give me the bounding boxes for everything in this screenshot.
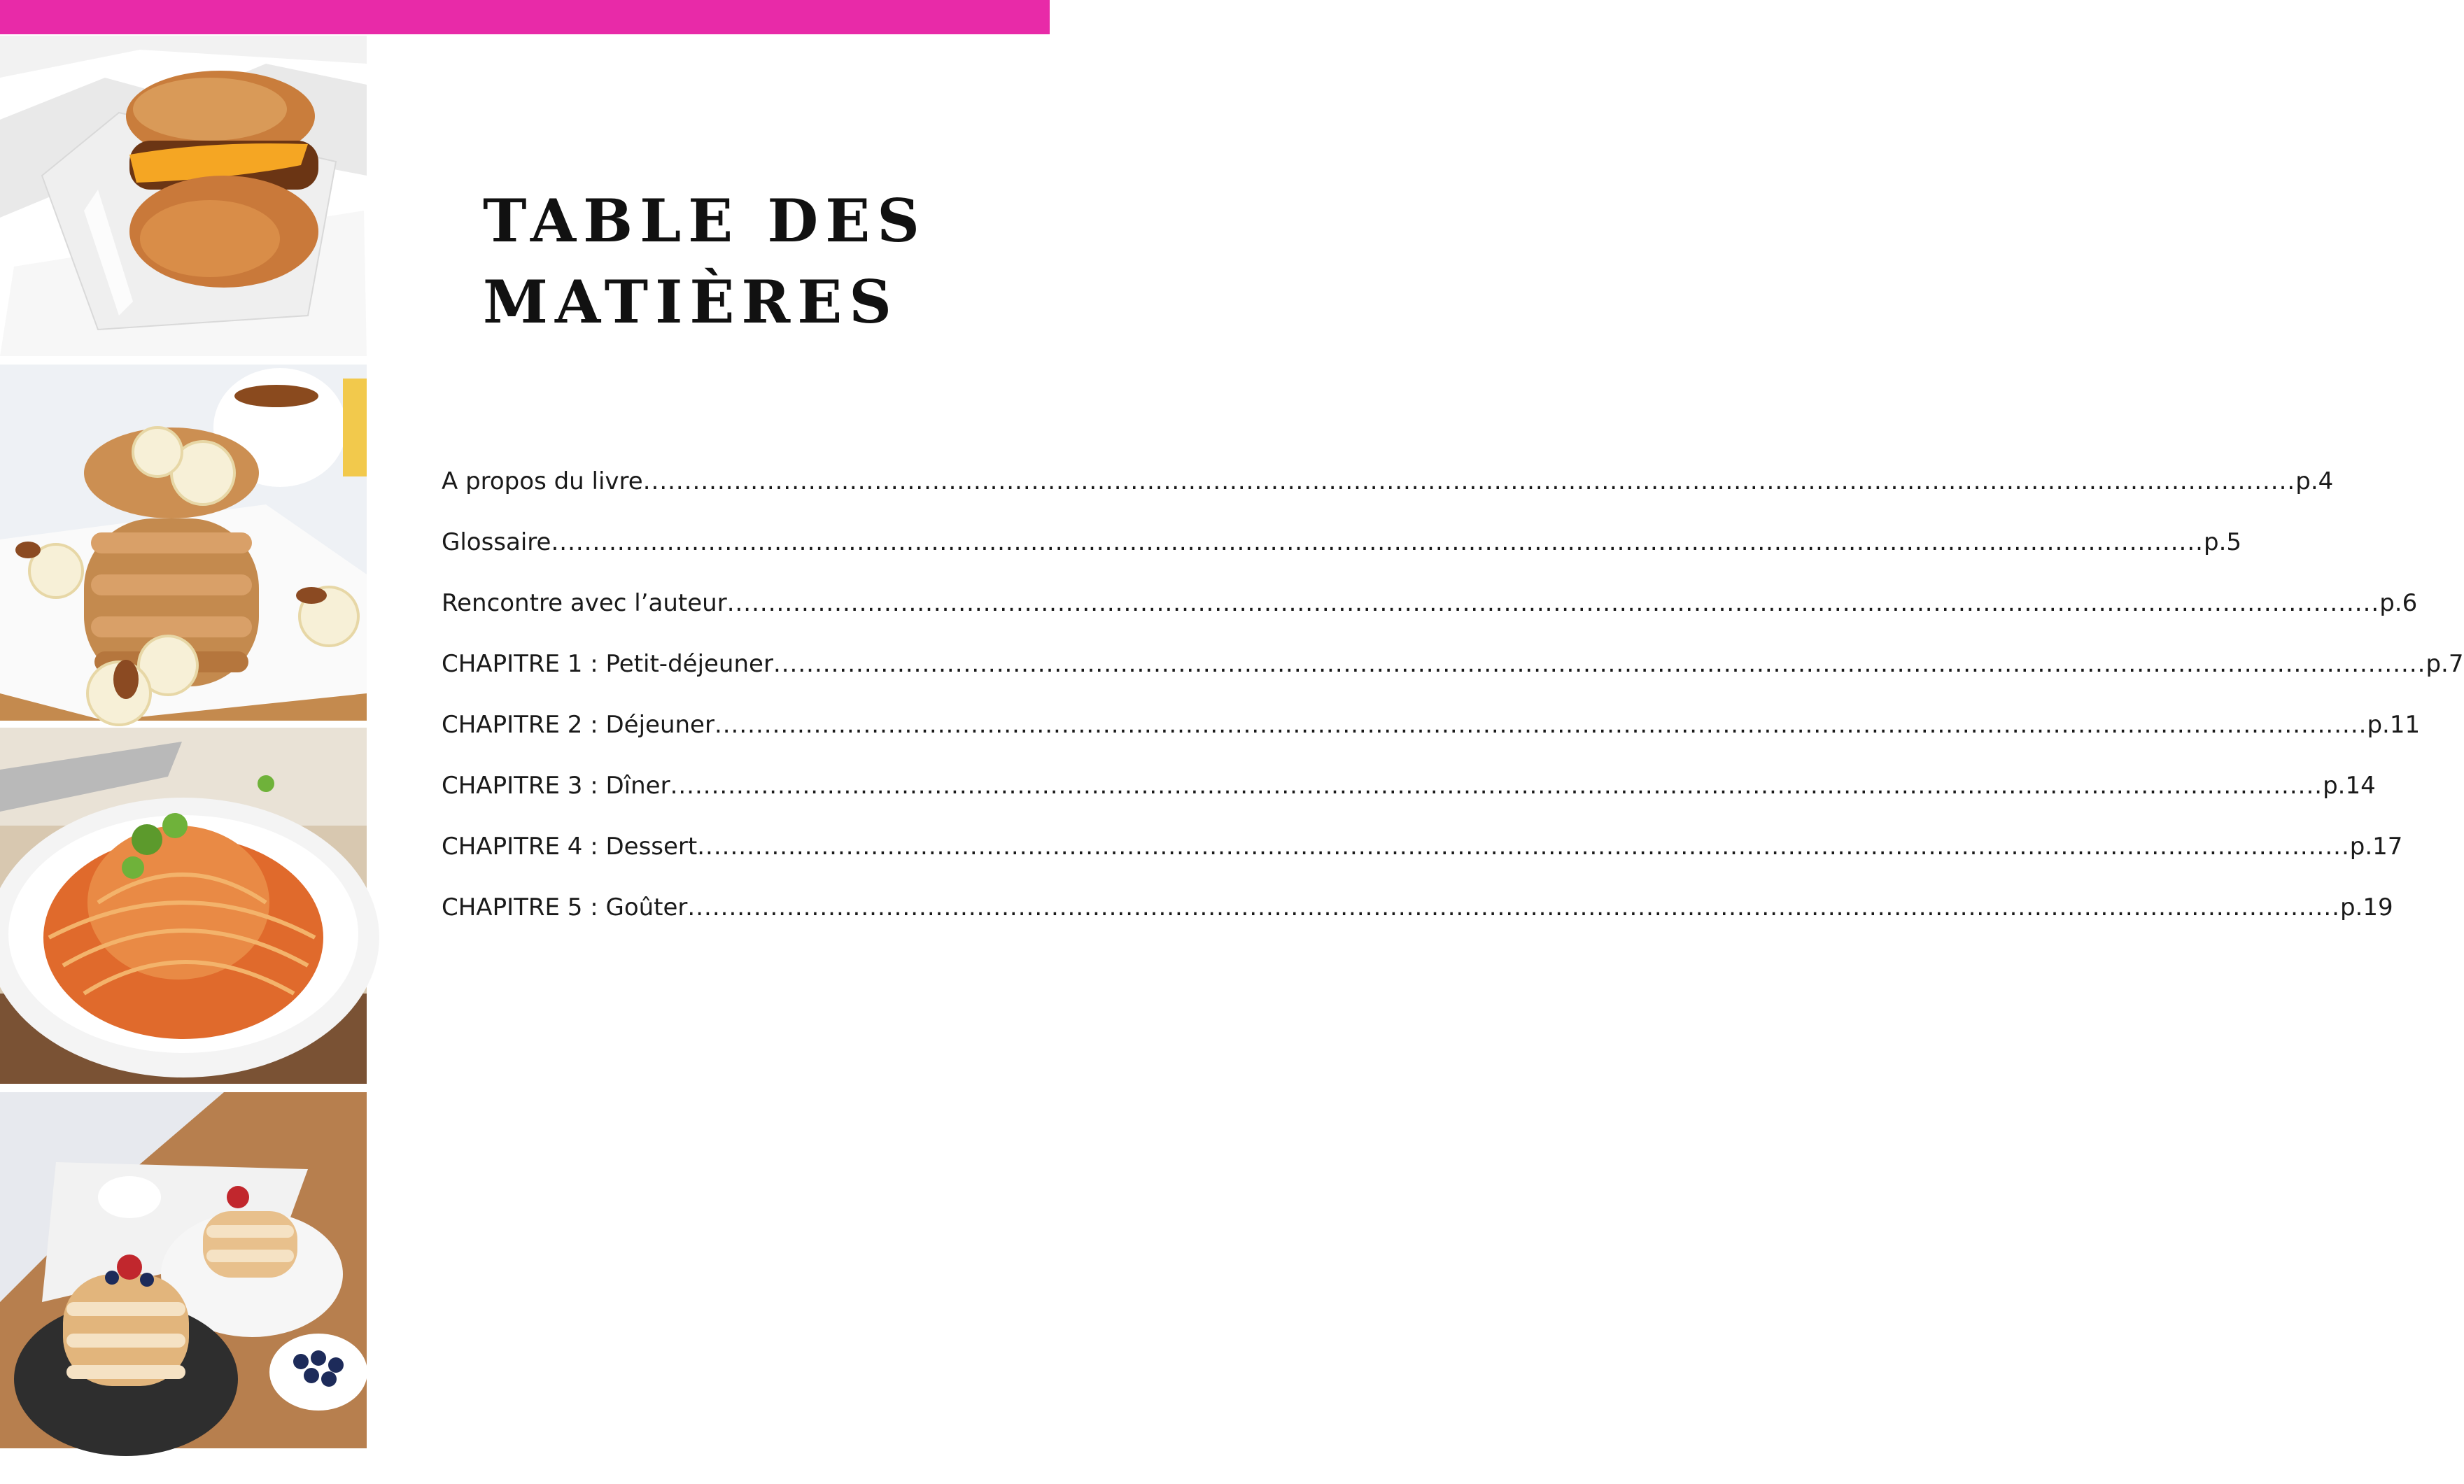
- toc-dot-leader: ........................................................................................................................................................................................................: [551, 528, 2204, 556]
- title-line-1: TABLE DES: [483, 186, 927, 255]
- toc-dot-leader: ........................................................................................................................................................................................................: [642, 467, 2296, 495]
- toc-item-chapter-3[interactable]: [442, 772, 2376, 833]
- toc-page-number: p.11: [2367, 711, 2421, 739]
- toc-label: CHAPITRE 5 : Goûter: [442, 893, 688, 921]
- toc-item-chapter-5[interactable]: [442, 893, 2393, 954]
- toc-label: CHAPITRE 1 : Petit-déjeuner: [442, 650, 773, 678]
- berry-pancakes-photo: [0, 1092, 367, 1448]
- spaghetti-photo: [0, 728, 367, 1084]
- toc-page-number: p.4: [2295, 467, 2334, 495]
- page-title: [483, 181, 973, 343]
- toc-page-number: p.6: [2379, 589, 2418, 617]
- toc-dot-leader: ........................................................................................................................................................................................................: [687, 893, 2340, 921]
- table-of-contents: [442, 467, 2464, 954]
- toc-dot-leader: ........................................................................................................................................................................................................: [697, 833, 2350, 861]
- toc-label: A propos du livre: [442, 467, 643, 495]
- toc-label: CHAPITRE 3 : Dîner: [442, 772, 670, 800]
- toc-dot-leader: ........................................................................................................................................................................................................: [714, 711, 2367, 739]
- toc-label: CHAPITRE 2 : Déjeuner: [442, 711, 714, 739]
- top-accent-bar: [0, 0, 1050, 34]
- toc-item-chapter-4[interactable]: [442, 833, 2403, 893]
- toc-page-number: p.19: [2339, 893, 2393, 921]
- toc-page-number: p.5: [2203, 528, 2242, 556]
- banana-pancakes-photo: [0, 365, 367, 721]
- burger-photo: [0, 36, 367, 356]
- toc-page-number: p.7: [2426, 650, 2464, 678]
- toc-item-author[interactable]: [442, 589, 2418, 650]
- toc-item-chapter-1[interactable]: [442, 650, 2464, 711]
- toc-item-about[interactable]: [442, 467, 2334, 528]
- toc-item-glossary[interactable]: [442, 528, 2242, 589]
- title-line-2: MATIÈRES: [483, 267, 899, 337]
- toc-dot-leader: ........................................................................................................................................................................................................: [773, 650, 2426, 678]
- toc-dot-leader: ........................................................................................................................................................................................................: [726, 589, 2380, 617]
- toc-label: CHAPITRE 4 : Dessert: [442, 833, 698, 861]
- toc-dot-leader: ........................................................................................................................................................................................................: [670, 772, 2323, 800]
- toc-label: Glossaire: [442, 528, 551, 556]
- toc-page-number: p.14: [2323, 772, 2376, 800]
- toc-label: Rencontre avec l’auteur: [442, 589, 727, 617]
- toc-item-chapter-2[interactable]: [442, 711, 2421, 772]
- toc-page-number: p.17: [2349, 833, 2403, 861]
